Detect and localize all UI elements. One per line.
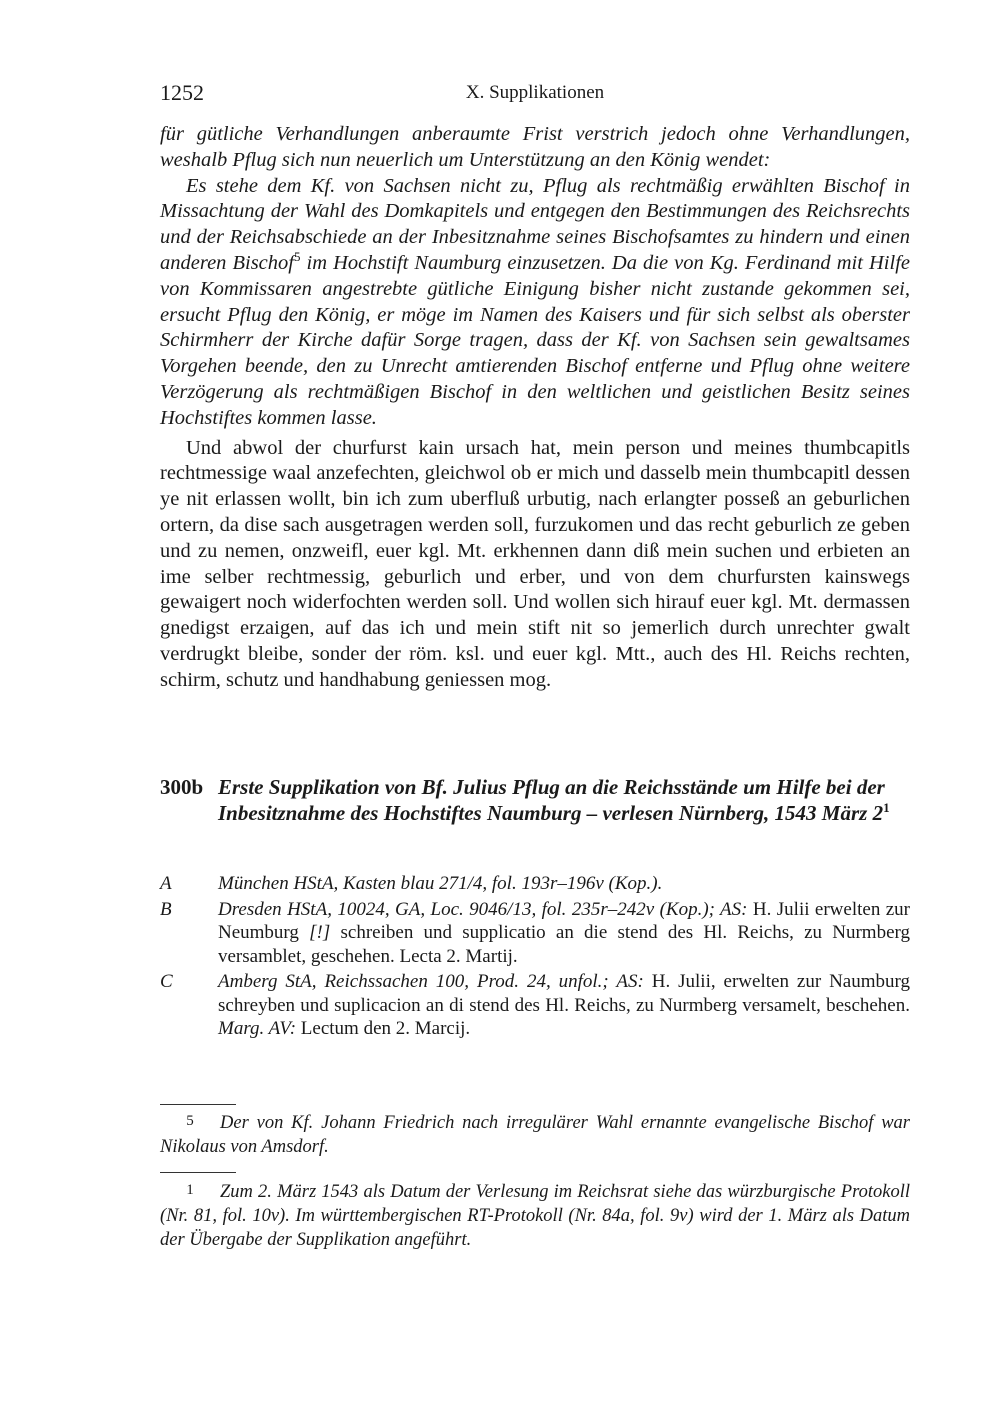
- document-heading: [160, 774, 910, 826]
- quote-paragraph: Und abwol der churfurst kain ursach hat, mein person und meines thumbcapitls rechtmessige waal anzefechten, gleichwol ob er mich und dasselb mein thumbcapitl dessen ye nit erlassen wollt, bin ich zum uberfluß urbutig, nach erlangter posseß an geburlichen ortern, da dise sach ausgetragen werden soll, furzukomen und das recht geburlich ze geben und zu nemen, onzweifl, euer kgl. Mt. erkhennen dann diß mein suchen und erbieten an ime selber rechtmessig, geburlich und erber, und von dem churfursten kainswegs gewaigert noch widerfochten werden soll. Und wollen sich hirauf euer kgl. Mt. dermassen gnedigst erzaigen, auf das ich und mein stift nit so jemerlich durch unrechter gwalt verdrugkt bleibe, sonder der röm. ksl. und euer kgl. Mtt., auch des Hl. Reichs rechten, schirm, schutz und handhabung geniessen mog.: [160, 436, 910, 691]
- source-endorsement: H. Julii erwelten zur Neumburg: [218, 898, 911, 943]
- document-title: [218, 774, 910, 826]
- footnote-ref-5[interactable]: 5: [293, 249, 301, 265]
- document-number: 300b: [160, 775, 204, 799]
- source-entry: [160, 970, 910, 1041]
- source-note: [!]: [309, 922, 331, 943]
- source-archive: München HStA, Kasten blau 271/4, fol. 193r–196v (Kop.).: [218, 873, 663, 894]
- source-text: [218, 898, 910, 969]
- source-archive: Amberg StA, Reichssachen 100, Prod. 24, unfol.; AS:: [218, 971, 644, 992]
- regest-paragraph-1: für gütliche Verhandlungen anberaumte Frist verstrich jedoch ohne Verhandlungen, weshalb Pflug sich nun neuerlich um Unterstützung an den König wendet:: [160, 123, 910, 171]
- main-text: [160, 122, 910, 694]
- source-endorsement-cont: schreiben und supplicatio an die stend des Hl. Reichs, zu Nurmberg versamblet, geschehen. Lecta 2. Martij.: [218, 922, 910, 967]
- source-entry: [160, 872, 910, 896]
- regest-text-before: Es stehe dem Kf. von Sachsen nicht zu, Pflug als rechtmäßig erwählten Bischof in Missachtung der Wahl des Domkapitels und entgegen den Bestimmungen des Reichsrechts und der Reichsabschiede an der Inbesitznahme seines Bischofsamtes zu hindern und einen anderen Bischof: [160, 174, 910, 274]
- source-endorsement: H. Julii, erwelten zur Naumburg schreyben und suplicacion an di stend des Hl. Reichs, zu Nurmberg versamelt, beschehen.: [218, 971, 910, 1016]
- source-letter: B: [160, 898, 172, 920]
- footnote-rule: [160, 1104, 236, 1105]
- source-letter: A: [160, 873, 172, 894]
- document-title-text: Erste Supplikation von Bf. Julius Pflug an die Reichsstände um Hilfe bei der Inbesitznahme des Hochstiftes Naumburg – verlesen Nürnberg, 1543 März 2: [218, 775, 885, 825]
- source-text: [218, 872, 910, 896]
- page-header: [160, 80, 910, 108]
- footnote-number: 5: [186, 1113, 194, 1129]
- page-number: 1252: [160, 80, 204, 105]
- source-entry: [160, 898, 910, 969]
- footnote-number: 1: [186, 1182, 194, 1198]
- source-note: Marg. AV:: [218, 1018, 297, 1039]
- regest-paragraph-2: [160, 174, 910, 432]
- source-list: [160, 872, 910, 1043]
- footnote-5: [160, 1109, 910, 1159]
- source-endorsement-cont: Lectum den 2. Marcij.: [296, 1018, 471, 1039]
- footnote-text: Der von Kf. Johann Friedrich nach irregulärer Wahl ernannte evangelische Bischof war Nikolaus von Amsdorf.: [160, 1113, 910, 1157]
- running-title: X. Supplikationen: [465, 82, 605, 103]
- footnote-rule: [160, 1172, 236, 1173]
- footnote-text: Zum 2. März 1543 als Datum der Verlesung im Reichsrat siehe das würzburgische Protokoll (Nr. 81, fol. 10v). Im württembergischen RT-Protokoll (Nr. 84a, fol. 9v) wird der 1. März als Datum der Übergabe der Supplikation angeführt.: [160, 1182, 910, 1250]
- source-text: [218, 970, 910, 1041]
- footnote-ref-1[interactable]: 1: [883, 800, 890, 815]
- source-letter: C: [160, 971, 173, 992]
- regest-text-after: im Hochstift Naumburg einzusetzen. Da die von Kg. Ferdinand mit Hilfe von Kommissaren angestrebte gütliche Einigung bisher nicht zustande gekommen sei, ersucht Pflug den König, er möge im Namen des Kaisers und für sich selbst als oberster Schirmherr der Kirche dafür Sorge tragen, dass der Kf. von Sachsen sein gewaltsames Vorgehen beende, den zu Unrecht amtierenden Bischof entferne und Pflug ohne weitere Verzögerung als rechtmäßigen Bischof in den weltlichen und geistlichen Besitz seines Hochstiftes kommen lasse.: [160, 251, 910, 429]
- footnote-1: [160, 1178, 910, 1252]
- source-archive: Dresden HStA, 10024, GA, Loc. 9046/13, fol. 235r–242v (Kop.); AS:: [218, 898, 748, 920]
